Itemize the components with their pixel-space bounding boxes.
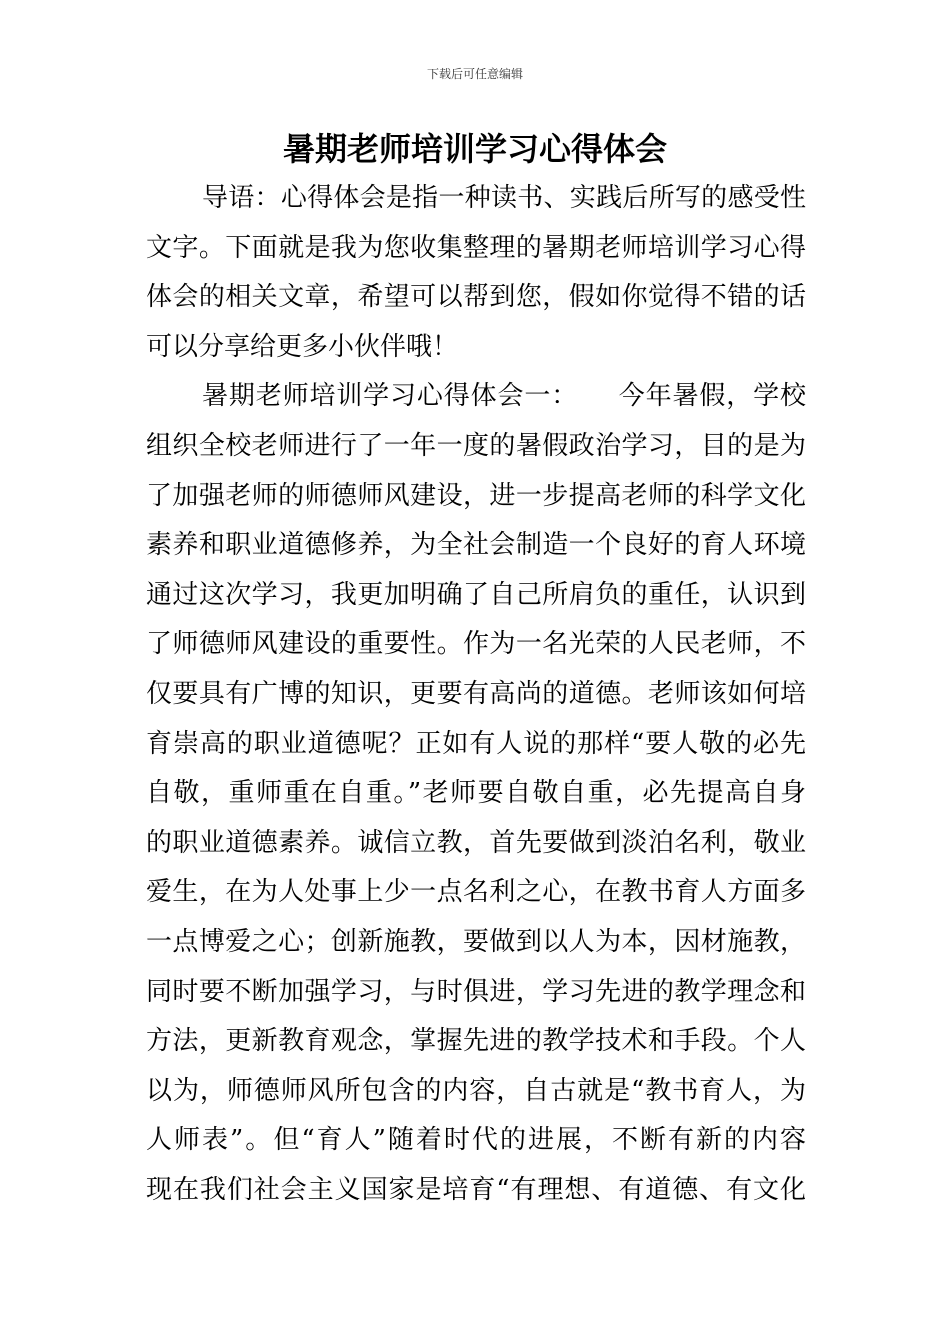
text-line: 同时要不断加强学习，与时俱进，学习先进的教学理念和 [146,976,806,1007]
text-line: 现在我们社会主义国家是培育“有理想、有道德、有文化 [146,1174,806,1205]
document-body [146,174,806,1215]
text-line: 体会的相关文章，希望可以帮到您，假如你觉得不错的话 [146,282,806,313]
text-line: 暑期老师培训学习心得体会一： 今年暑假，学校 [202,381,806,412]
document-title: 暑期老师培训学习心得体会 [282,130,667,168]
text-line: 组织全校老师进行了一年一度的暑假政治学习，目的是为 [146,430,806,461]
text-line: 可以分享给更多小伙伴哦！ [146,331,459,362]
text-line: 以为，师德师风所包含的内容，自古就是“教书育人，为 [146,1075,806,1106]
text-line: 爱生，在为人处事上少一点名利之心，在教书育人方面多 [146,877,806,908]
text-line: 仅要具有广博的知识，更要有高尚的道德。老师该如何培 [146,678,806,709]
text-line: 素养和职业道德修养，为全社会制造一个良好的育人环境 [146,530,806,561]
text-line: 方法，更新教育观念，掌握先进的教学技术和手段。个人 [146,1026,806,1057]
text-line: 了师德师风建设的重要性。作为一名光荣的人民老师，不 [146,629,806,660]
text-line: 人师表”。但“育人”随着时代的进展，不断有新的内容 [146,1125,806,1156]
text-line: 的职业道德素养。诚信立教，首先要做到淡泊名利，敬业 [146,827,806,858]
text-line: 导语：心得体会是指一种读书、实践后所写的感受性 [202,183,806,213]
text-line: 自敬，重师重在自重。”老师要自敬自重，必先提高自身 [146,778,806,809]
text-line: 文字。下面就是我为您收集整理的暑期老师培训学习心得 [146,232,806,263]
text-line: 一点博爱之心；创新施教，要做到以人为本，因材施教， [146,926,806,957]
text-line: 育崇高的职业道德呢？正如有人说的那样“要人敬的必先 [146,728,806,759]
text-line: 通过这次学习，我更加明确了自己所肩负的重任，认识到 [146,579,806,610]
text-line: 了加强老师的师德师风建设，进一步提高老师的科学文化 [146,480,806,511]
page-header: 下载后可任意编辑 [426,67,523,81]
